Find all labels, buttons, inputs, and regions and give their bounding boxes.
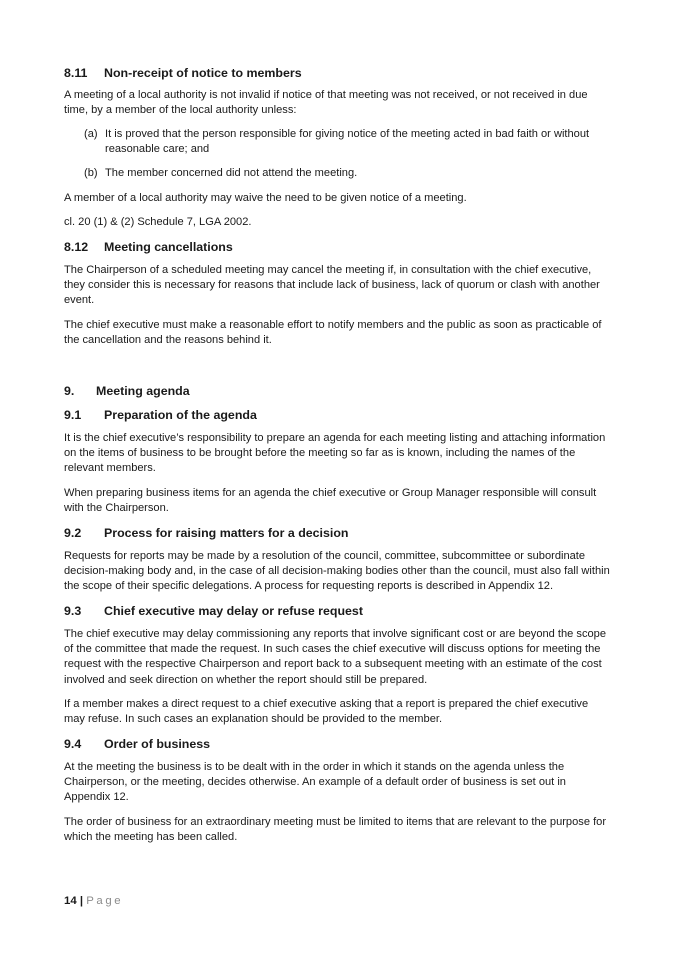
section-number: 9. [64, 384, 75, 398]
section-number: 9.1 [64, 408, 82, 422]
footer-separator: | [79, 895, 84, 907]
paragraph: If a member makes a direct request to a chief executive asking that a report is prepared the chief executive may refuse. In such cases an explanation should be provided to the member. [64, 698, 589, 726]
paragraph: The chief executive may delay commissioning any reports that involve significant cost or are beyond the scope of the committee that made the request. In such cases the chief executive will discuss options for meeting the request with the respective Chairperson and report back to a subsequent meeting with an estimate of the cost involved and seek direction on whether the report should still be prepared. [64, 628, 607, 686]
paragraph: The Chairperson of a scheduled meeting may cancel the meeting if, in consultation with the chief executive, they consider this is necessary for reasons that include lack of business, lack of quorum or clash with another event. [64, 264, 600, 307]
section-heading-9-1 [64, 408, 257, 423]
section-number: 9.4 [64, 737, 82, 751]
paragraph: At the meeting the business is to be dealt with in the order in which it stands on the agenda unless the Chairperson, or the meeting, decides otherwise. An example of a default order of business is set out in Appendix 12. [64, 761, 566, 804]
section-title: Meeting cancellations [104, 240, 233, 254]
section-number: 9.2 [64, 526, 82, 540]
citation: cl. 20 (1) & (2) Schedule 7, LGA 2002. [64, 216, 252, 228]
section-number: 9.3 [64, 604, 82, 618]
paragraph: Requests for reports may be made by a resolution of the council, committee, subcommittee or subordinate decision-making body and, in the case of all decision-making bodies other than the council, must also fall within the scope of their specific delegations. A process for requesting reports is described in Appendix 12. [64, 550, 610, 593]
section-title: Preparation of the agenda [104, 408, 257, 422]
section-heading-9-2 [64, 526, 348, 541]
paragraph: A meeting of a local authority is not invalid if notice of that meeting was not received, or not received in due time, by a member of the local authority unless: [64, 89, 588, 117]
footer-page-label: Page [86, 895, 124, 907]
section-number: 8.11 [64, 66, 88, 80]
page-number: 14 [64, 895, 77, 907]
list-marker: (b) [84, 167, 98, 179]
section-heading-9-3 [64, 604, 363, 619]
paragraph: The order of business for an extraordinary meeting must be limited to items that are relevant to the purpose for which the meeting has been called. [64, 816, 607, 844]
section-title: Meeting agenda [96, 384, 190, 398]
paragraph: It is the chief executive’s responsibility to prepare an agenda for each meeting listing and attaching information on the items of business to be brought before the meeting so far as is known, including the names of the relevant members. [64, 432, 606, 475]
list-item-text: It is proved that the person responsible for giving notice of the meeting acted in bad faith or without reasonable care; and [105, 128, 590, 156]
section-heading-8-11 [64, 66, 302, 81]
section-heading-9-4 [64, 737, 210, 752]
section-title: Process for raising matters for a decision [104, 526, 349, 540]
paragraph: The chief executive must make a reasonable effort to notify members and the public as soon as practicable of the cancellation and the reasons behind it. [64, 319, 602, 347]
paragraph: A member of a local authority may waive the need to be given notice of a meeting. [64, 192, 467, 204]
section-title: Order of business [104, 737, 211, 751]
page-footer [64, 894, 123, 908]
section-number: 8.12 [64, 240, 89, 254]
list-item-text: The member concerned did not attend the meeting. [105, 167, 358, 179]
section-heading-9 [64, 384, 190, 399]
paragraph: When preparing business items for an agenda the chief executive or Group Manager responsible will consult with the Chairperson. [64, 487, 597, 515]
section-heading-8-12 [64, 240, 233, 255]
section-title: Chief executive may delay or refuse request [104, 604, 363, 618]
section-title: Non-receipt of notice to members [104, 66, 302, 80]
list-marker: (a) [84, 128, 98, 140]
